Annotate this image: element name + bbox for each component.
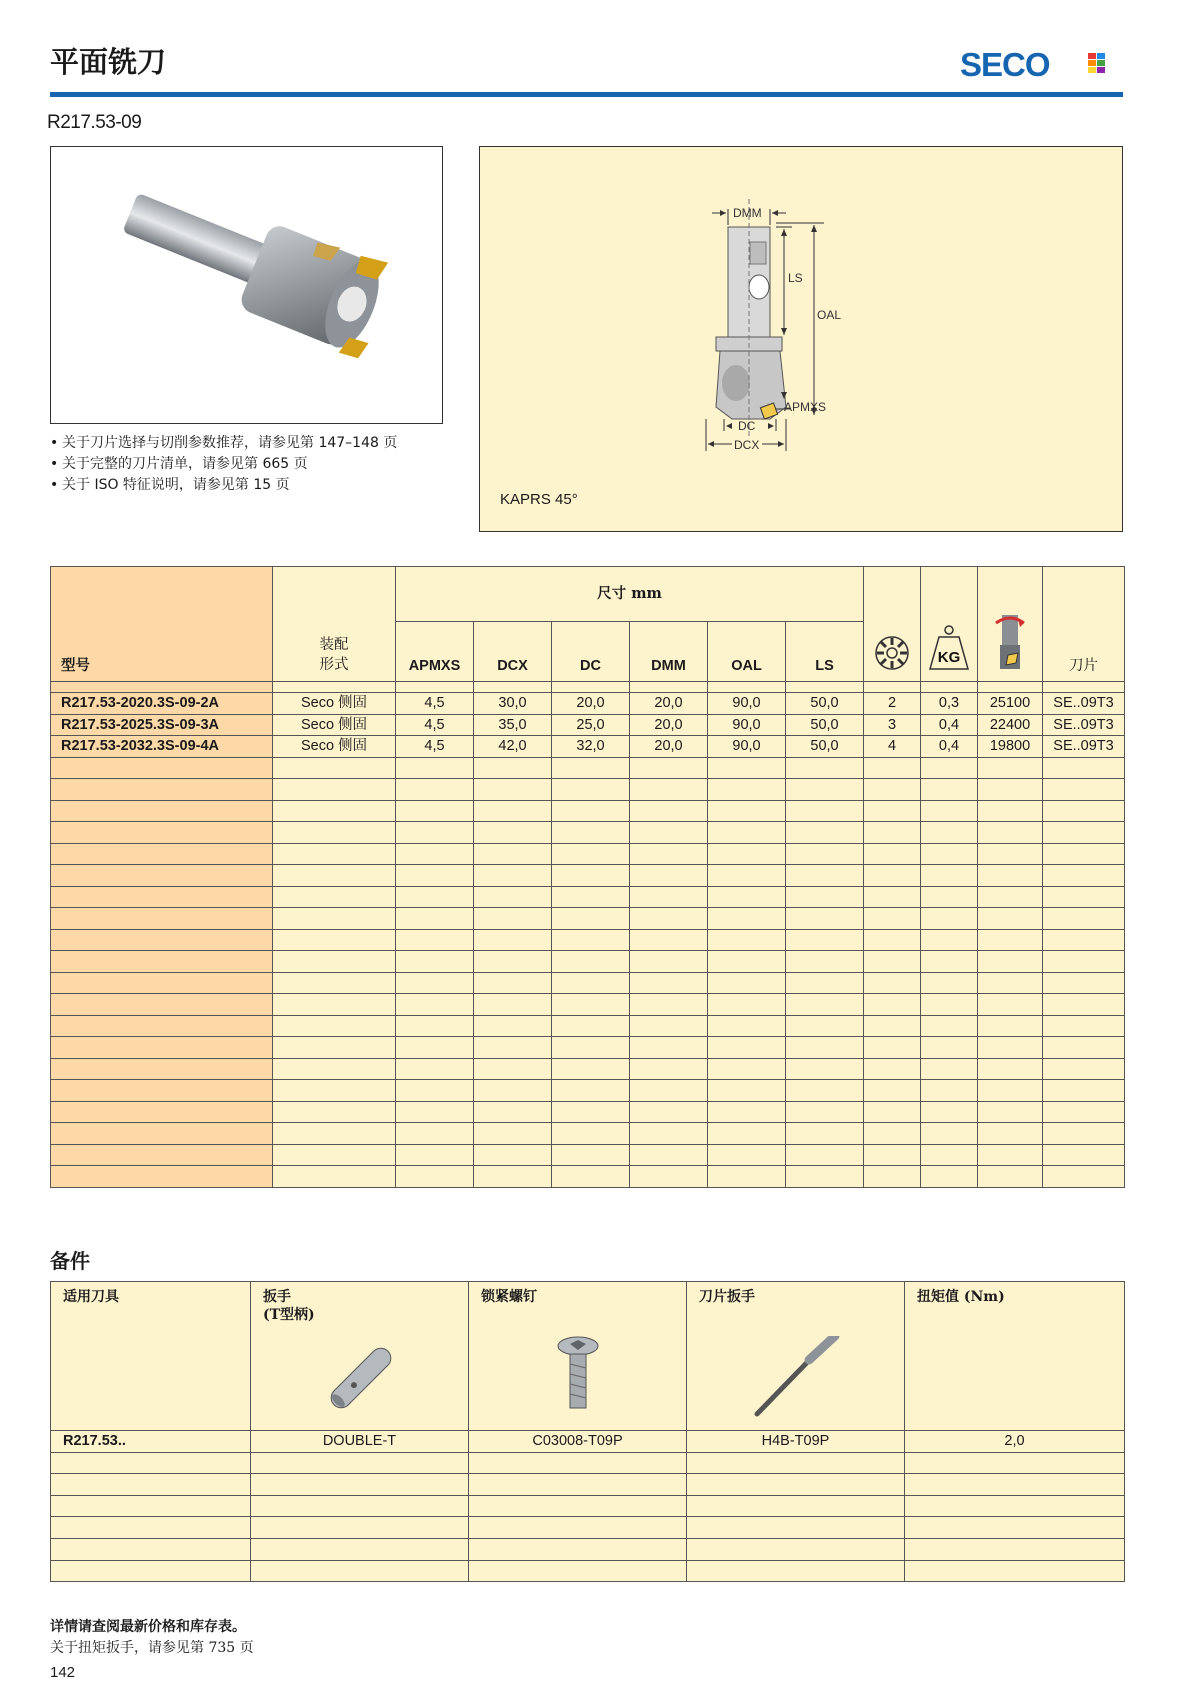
cell-ls: 50,0	[786, 693, 864, 715]
note-text: 关于 ISO 特征说明，请参见第 15 页	[62, 477, 290, 493]
cell-mount: Seco 侧固	[273, 714, 396, 736]
empty-row	[51, 994, 1125, 1016]
ls-label: LS	[788, 271, 803, 285]
cell-apmxs: 4,5	[396, 714, 474, 736]
col-tool-header	[51, 1282, 251, 1431]
header-rule	[50, 92, 1123, 97]
cell-oal: 90,0	[708, 736, 786, 758]
empty-row	[51, 843, 1125, 865]
empty-row	[51, 1058, 1125, 1080]
empty-row	[51, 951, 1125, 973]
max-speed-icon	[992, 611, 1028, 673]
oal-label: OAL	[817, 308, 842, 322]
cell-oal: 90,0	[708, 714, 786, 736]
series-code: R217.53-09	[47, 112, 142, 133]
col-mount-line2: 形式	[319, 657, 349, 673]
empty-row	[51, 1144, 1125, 1166]
accessories-title: 备件	[50, 1249, 90, 1273]
accessories-table	[50, 1281, 1125, 1582]
cell-kg: 0,3	[921, 693, 978, 715]
empty-row	[51, 929, 1125, 951]
col-insert-key-label: 刀片扳手	[699, 1289, 755, 1305]
seco-logo	[960, 47, 1122, 81]
empty-row	[51, 800, 1125, 822]
dimension-diagram	[479, 146, 1123, 532]
table-row	[51, 1431, 1125, 1453]
col-insert-key-header	[687, 1282, 905, 1431]
cell-dmm: 20,0	[630, 693, 708, 715]
cell-teeth: 3	[864, 714, 921, 736]
col-apmxs-header: APMXS	[396, 622, 474, 682]
screw-icon	[553, 1334, 603, 1414]
empty-row	[51, 1495, 1125, 1517]
cell-mount: Seco 侧固	[273, 736, 396, 758]
cell-insert: SE..09T3	[1043, 693, 1125, 715]
max-speed-header	[978, 567, 1043, 682]
note-text: 关于完整的刀片清单，请参见第 665 页	[62, 456, 308, 472]
footer-notes	[50, 1617, 254, 1659]
dims-group-header: 尺寸 mm	[396, 567, 864, 622]
dcx-label: DCX	[734, 438, 760, 452]
cell-dcx: 42,0	[474, 736, 552, 758]
cell-torque: 2,0	[905, 1431, 1125, 1453]
empty-row	[51, 1517, 1125, 1539]
note-text: 关于刀片选择与切削参数推荐，请参见第 147–148 页	[62, 435, 398, 451]
product-photo	[50, 146, 443, 424]
cell-rpm: 22400	[978, 714, 1043, 736]
cell-ls: 50,0	[786, 714, 864, 736]
empty-row	[51, 972, 1125, 994]
col-torque-label: 扭矩值 (Nm)	[917, 1289, 1005, 1305]
col-wrench-line1: 扳手	[263, 1289, 291, 1305]
dc-label: DC	[738, 419, 756, 433]
cell-screw: C03008-T09P	[469, 1431, 687, 1453]
cell-dc: 25,0	[552, 714, 630, 736]
cell-apmxs: 4,5	[396, 736, 474, 758]
cell-rpm: 25100	[978, 693, 1043, 715]
dmm-label: DMM	[733, 206, 762, 220]
col-wrench-header	[251, 1282, 469, 1431]
empty-row	[51, 1560, 1125, 1582]
brand-name: SECO	[960, 47, 1050, 81]
col-model-header: 型号	[51, 567, 273, 682]
empty-row	[51, 779, 1125, 801]
kaprs-label: KAPRS 45°	[500, 491, 578, 508]
col-dc-header: DC	[552, 622, 630, 682]
empty-row	[51, 1037, 1125, 1059]
col-oal-header: OAL	[708, 622, 786, 682]
col-wrench-line2: (T型柄)	[263, 1307, 315, 1323]
col-dmm-header: DMM	[630, 622, 708, 682]
tool-table-body	[51, 693, 1125, 1188]
note-item: • 关于完整的刀片清单，请参见第 665 页	[50, 456, 308, 472]
cell-teeth: 2	[864, 693, 921, 715]
apmxs-label: APMXS	[784, 400, 827, 414]
empty-row	[51, 757, 1125, 779]
col-mount-line1: 装配	[319, 637, 349, 653]
empty-row	[51, 1538, 1125, 1560]
cell-kg: 0,4	[921, 736, 978, 758]
col-ls-header: LS	[786, 622, 864, 682]
page-number: 142	[50, 1664, 76, 1681]
table-row	[51, 714, 1125, 736]
weight-icon	[927, 623, 971, 673]
page-title: 平面铣刀	[50, 45, 167, 79]
kg-label: KG	[937, 649, 961, 666]
note-item: • 关于刀片选择与切削参数推荐，请参见第 147–148 页	[50, 435, 398, 451]
cell-insert: SE..09T3	[1043, 714, 1125, 736]
cell-dc: 32,0	[552, 736, 630, 758]
empty-row	[51, 1452, 1125, 1474]
cell-kg: 0,4	[921, 714, 978, 736]
empty-row	[51, 1080, 1125, 1102]
note-item: • 关于 ISO 特征说明，请参见第 15 页	[50, 477, 290, 493]
table-row	[51, 736, 1125, 758]
t-wrench-icon	[321, 1338, 401, 1418]
empty-row	[51, 822, 1125, 844]
col-dcx-header: DCX	[474, 622, 552, 682]
empty-row	[51, 1101, 1125, 1123]
teeth-count-icon	[874, 635, 910, 671]
cell-dc: 20,0	[552, 693, 630, 715]
accessories-table-body	[51, 1452, 1125, 1582]
tool-table	[50, 566, 1125, 1188]
empty-row	[51, 1474, 1125, 1496]
cell-insert-key: H4B-T09P	[687, 1431, 905, 1453]
cell-dmm: 20,0	[630, 714, 708, 736]
cell-wrench: DOUBLE-T	[251, 1431, 469, 1453]
cell-ls: 50,0	[786, 736, 864, 758]
col-tool-label: 适用刀具	[63, 1289, 119, 1305]
empty-row	[51, 908, 1125, 930]
cell-model: R217.53-2025.3S-09-3A	[51, 714, 273, 736]
cell-dcx: 35,0	[474, 714, 552, 736]
cell-rpm: 19800	[978, 736, 1043, 758]
cell-apmxs: 4,5	[396, 693, 474, 715]
cell-mount: Seco 侧固	[273, 693, 396, 715]
table-row	[51, 693, 1125, 715]
empty-row	[51, 1015, 1125, 1037]
cell-model: R217.53-2020.3S-09-2A	[51, 693, 273, 715]
footer-line-2: 关于扭矩扳手，请参见第 735 页	[50, 1640, 254, 1656]
col-insert-header: 刀片	[1043, 567, 1125, 682]
cell-insert: SE..09T3	[1043, 736, 1125, 758]
cell-teeth: 4	[864, 736, 921, 758]
footer-line-1: 详情请查阅最新价格和库存表。	[50, 1619, 246, 1635]
cell-oal: 90,0	[708, 693, 786, 715]
notes-list	[50, 433, 397, 496]
cell-dcx: 30,0	[474, 693, 552, 715]
cell-model: R217.53-2032.3S-09-4A	[51, 736, 273, 758]
teeth-count-header	[864, 567, 921, 682]
empty-row	[51, 1166, 1125, 1188]
cell-dmm: 20,0	[630, 736, 708, 758]
weight-header	[921, 567, 978, 682]
empty-row	[51, 1123, 1125, 1145]
cell-tool: R217.53..	[51, 1431, 251, 1453]
insert-key-icon	[751, 1336, 841, 1418]
col-screw-header	[469, 1282, 687, 1431]
empty-row	[51, 865, 1125, 887]
empty-row	[51, 886, 1125, 908]
col-mount-header	[273, 567, 396, 682]
col-torque-header	[905, 1282, 1125, 1431]
col-screw-label: 锁紧螺钉	[481, 1289, 537, 1305]
